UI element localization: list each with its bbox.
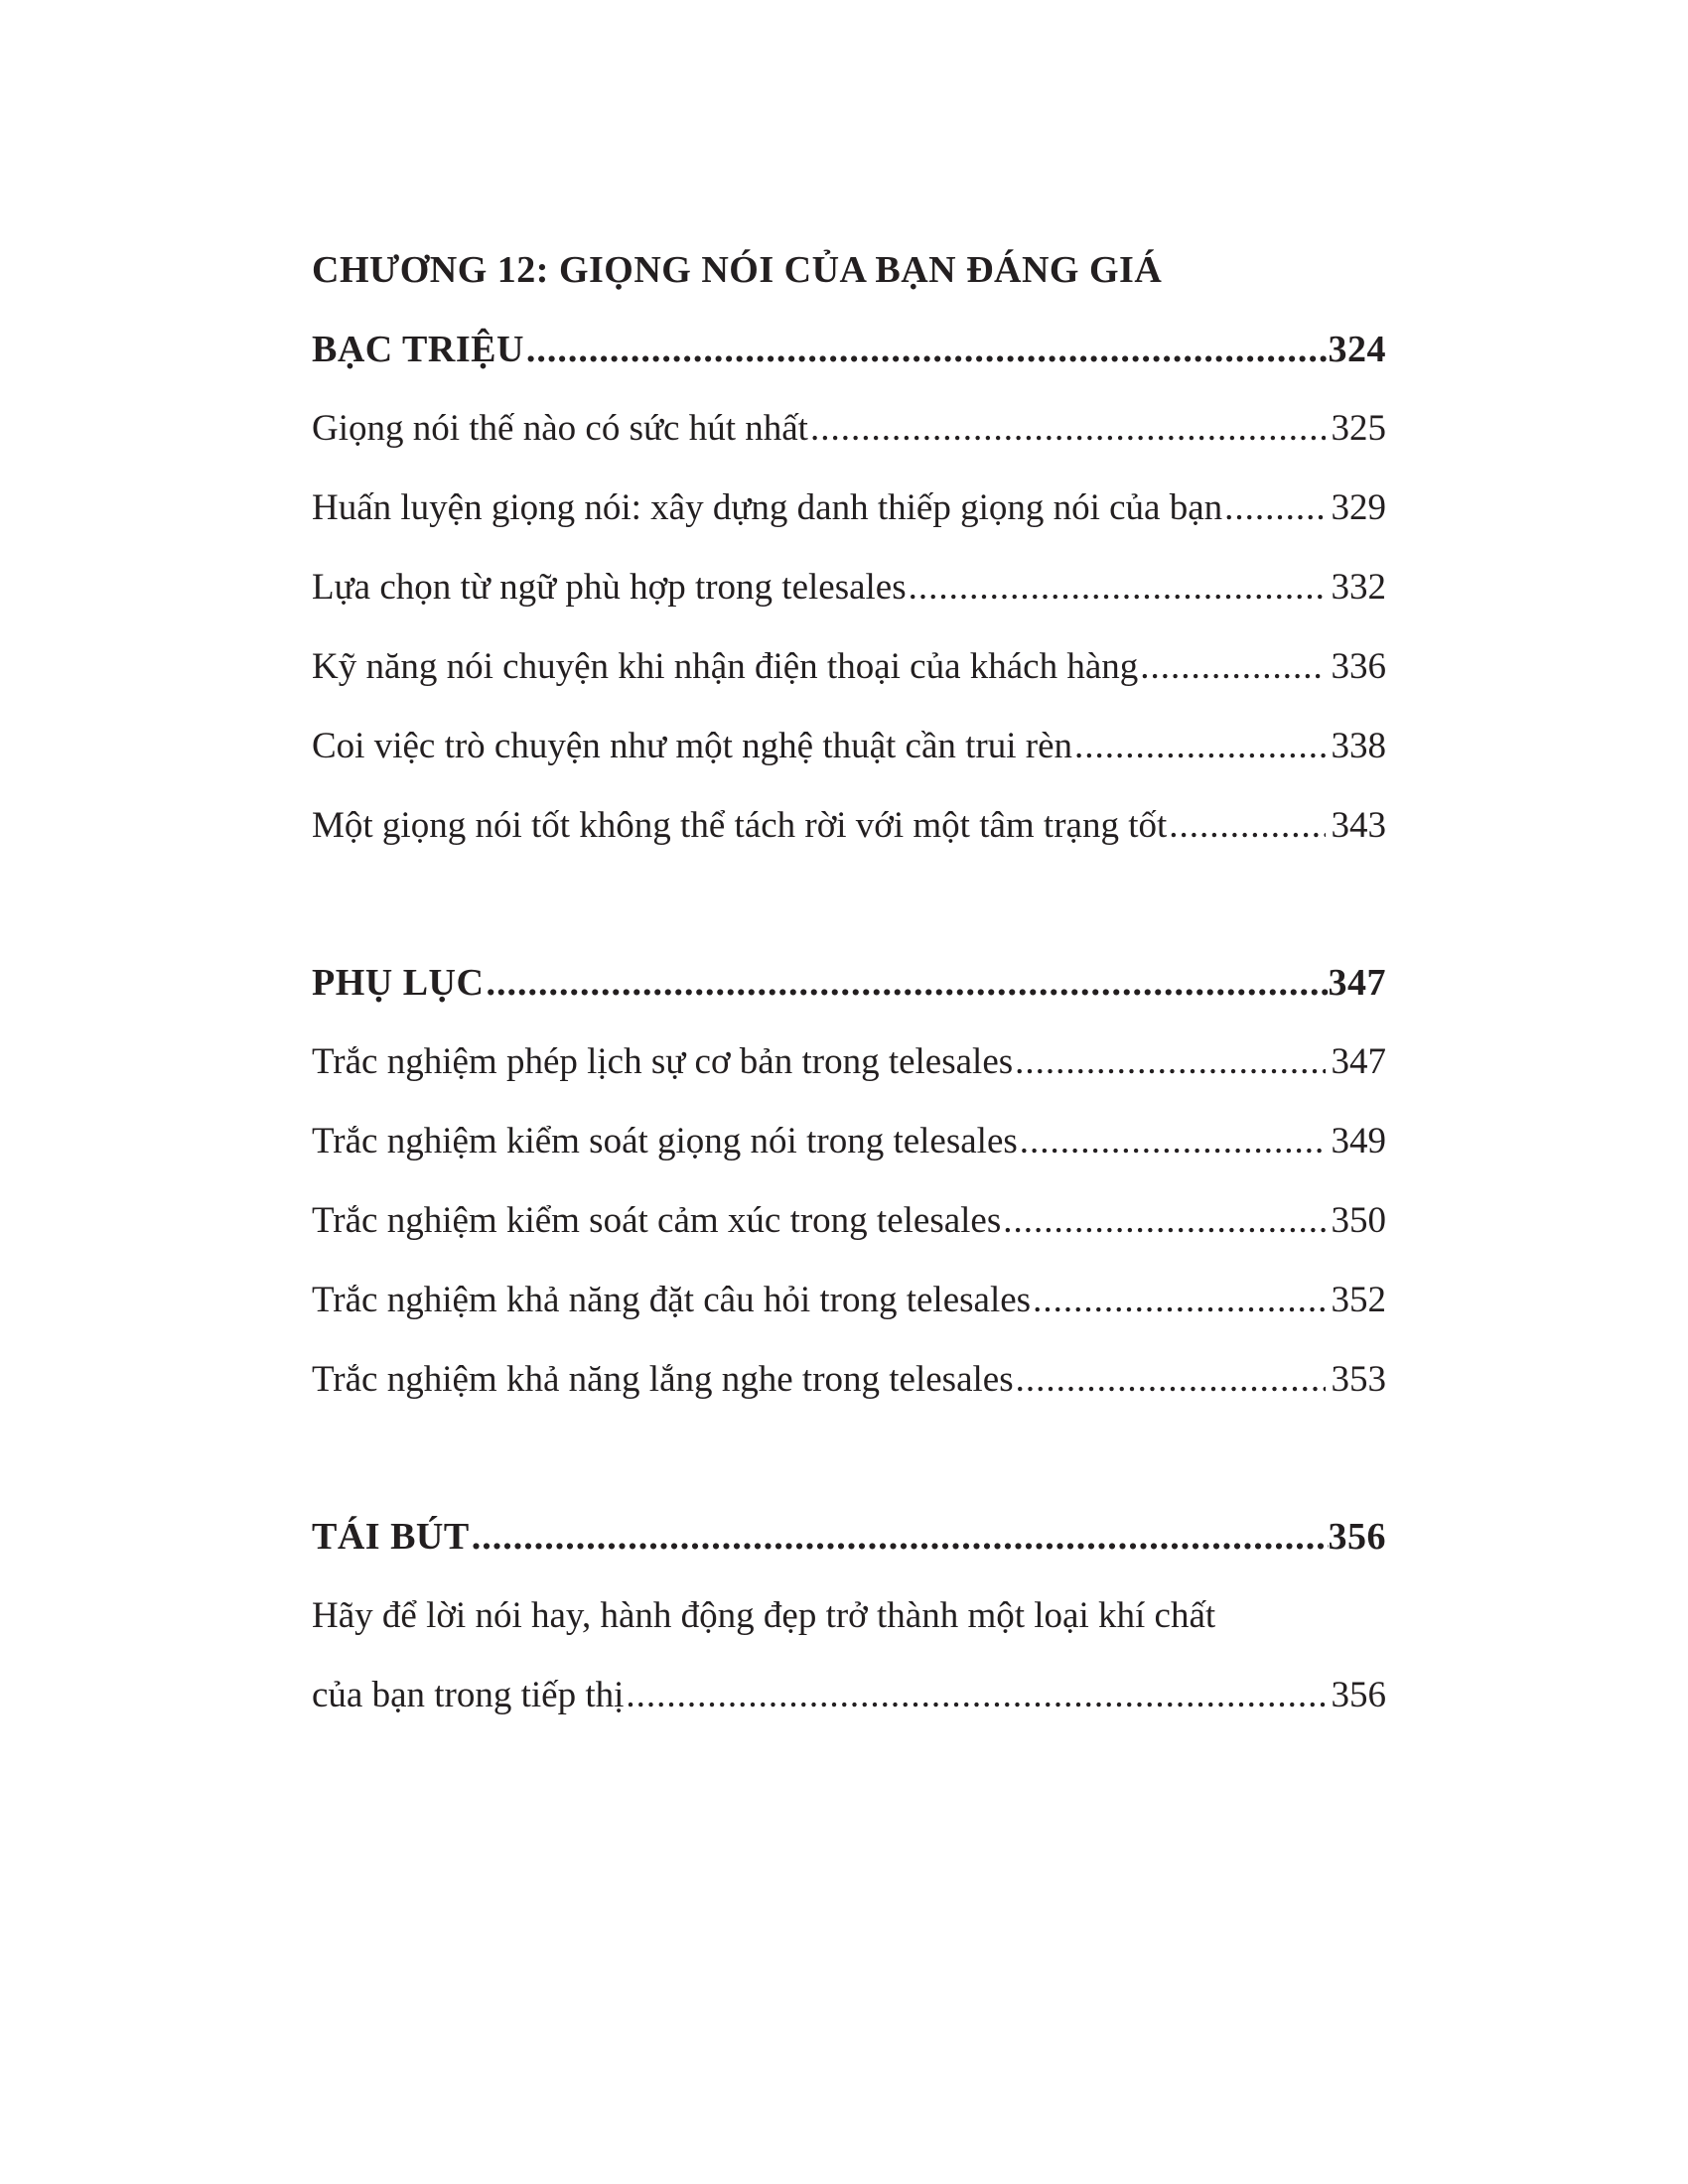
heading-page-number: 324 — [1328, 329, 1386, 370]
entry-title: Trắc nghiệm phép lịch sự cơ bản trong telesales — [312, 1041, 1014, 1082]
toc-entry[interactable] — [312, 389, 1386, 469]
entry-page-number: 329 — [1331, 487, 1386, 528]
entry-page-number: 343 — [1331, 805, 1386, 846]
entry-title: Lựa chọn từ ngữ phù hợp trong telesales — [312, 567, 907, 608]
toc-entry[interactable] — [312, 707, 1386, 786]
heading-title-line2: BẠC TRIỆU — [312, 329, 524, 370]
heading-line[interactable] — [312, 943, 1386, 1023]
toc-entry[interactable] — [312, 1023, 1386, 1102]
toc-entry[interactable] — [312, 469, 1386, 548]
heading-page-number: 356 — [1328, 1516, 1386, 1558]
dot-leader — [472, 1497, 1329, 1576]
toc-entry[interactable] — [312, 548, 1386, 627]
entry-page-number: 353 — [1331, 1359, 1386, 1400]
entry-page-number: 325 — [1331, 408, 1386, 449]
heading-line — [312, 230, 1386, 310]
entry-title: Trắc nghiệm khả năng lắng nghe trong telesales — [312, 1359, 1014, 1400]
toc-entry-list — [312, 1023, 1386, 1420]
entry-title: Một giọng nói tốt không thể tách rời với một tâm trạng tốt — [312, 805, 1168, 846]
entry-line — [312, 1656, 1386, 1735]
heading-line — [312, 310, 1386, 389]
entry-title: Huấn luyện giọng nói: xây dựng danh thiếp giọng nói của bạn — [312, 487, 1223, 528]
dot-leader — [1033, 1261, 1325, 1340]
heading-title: TÁI BÚT — [312, 1516, 470, 1558]
toc-entry[interactable] — [312, 1181, 1386, 1261]
toc-entry[interactable] — [312, 786, 1386, 866]
entry-page-number: 338 — [1331, 726, 1386, 766]
dot-leader — [1020, 1102, 1326, 1181]
entry-line — [312, 1576, 1386, 1656]
dot-leader — [810, 389, 1326, 469]
entry-title: Kỹ năng nói chuyện khi nhận điện thoại của khách hàng — [312, 646, 1139, 687]
entry-title: Giọng nói thế nào có sức hút nhất — [312, 408, 808, 449]
dot-leader — [1140, 627, 1325, 707]
entry-page-number: 350 — [1331, 1200, 1386, 1241]
table-of-contents — [312, 230, 1386, 1735]
chapter-heading — [312, 230, 1386, 389]
entry-title: Trắc nghiệm kiểm soát giọng nói trong telesales — [312, 1121, 1018, 1161]
chapter-heading — [312, 943, 1386, 1023]
toc-entry[interactable] — [312, 627, 1386, 707]
entry-title-line2: của bạn trong tiếp thị — [312, 1675, 625, 1715]
toc-entry[interactable] — [312, 1261, 1386, 1340]
heading-title: PHỤ LỤC — [312, 962, 485, 1004]
dot-leader — [1224, 469, 1325, 548]
toc-entry[interactable] — [312, 1576, 1386, 1735]
entry-page-number: 332 — [1331, 567, 1386, 608]
entry-title-line1: Hãy để lời nói hay, hành động đẹp trở thành một loại khí chất — [312, 1595, 1216, 1636]
toc-section-chapter-12 — [312, 230, 1386, 866]
chapter-heading — [312, 1497, 1386, 1576]
toc-entry-list — [312, 389, 1386, 866]
entry-page-number: 349 — [1331, 1121, 1386, 1161]
dot-leader — [1015, 1023, 1325, 1102]
heading-line[interactable] — [312, 1497, 1386, 1576]
toc-entry[interactable] — [312, 1340, 1386, 1420]
toc-entry[interactable] — [312, 1102, 1386, 1181]
dot-leader — [486, 943, 1328, 1023]
toc-section-appendix — [312, 943, 1386, 1420]
heading-title-line1: CHƯƠNG 12: GIỌNG NÓI CỦA BẠN ĐÁNG GIÁ — [312, 249, 1163, 291]
entry-title: Coi việc trò chuyện như một nghệ thuật cần trui rèn — [312, 726, 1073, 766]
dot-leader — [1016, 1340, 1326, 1420]
entry-title: Trắc nghiệm khả năng đặt câu hỏi trong telesales — [312, 1280, 1032, 1320]
dot-leader — [526, 310, 1329, 389]
dot-leader — [1003, 1181, 1325, 1261]
heading-page-number: 347 — [1328, 962, 1386, 1004]
entry-title: Trắc nghiệm kiểm soát cảm xúc trong telesales — [312, 1200, 1002, 1241]
dot-leader — [1169, 786, 1325, 866]
entry-page-number: 352 — [1331, 1280, 1386, 1320]
toc-entry-list — [312, 1576, 1386, 1735]
dot-leader — [909, 548, 1326, 627]
dot-leader — [1074, 707, 1325, 786]
entry-page-number: 347 — [1331, 1041, 1386, 1082]
entry-page-number: 336 — [1331, 646, 1386, 687]
dot-leader — [626, 1656, 1325, 1735]
toc-section-postscript — [312, 1497, 1386, 1735]
entry-page-number: 356 — [1331, 1675, 1386, 1715]
